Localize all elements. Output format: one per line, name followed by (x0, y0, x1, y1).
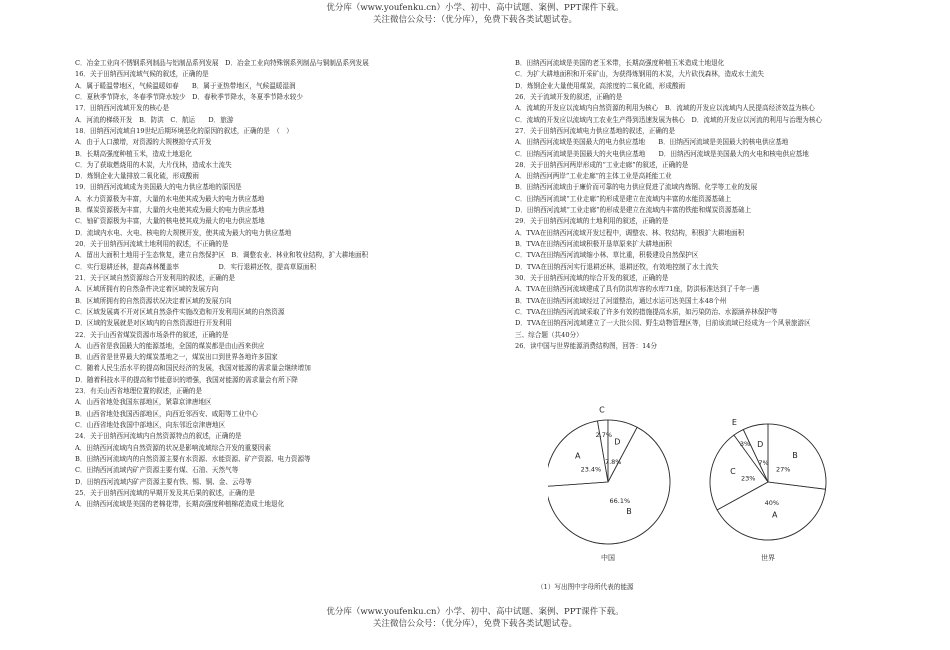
text-line: B．区域所拥有的自然资源状况决定着区域的发展方向 (75, 296, 232, 305)
text-line: C．田纳西河流域是美国最大的火电供应基地 D．田纳西河流域是美国最大的火电和核电供应基地 (515, 149, 809, 158)
text-line: A．留出大面积土地用于生态恢复，建立自然保护区 B．调整农业、林业和牧业结构，扩大耕地面积 (75, 251, 369, 260)
pie-slice-label: A (574, 451, 581, 461)
pie-slice-label: A (771, 510, 778, 520)
text-line: 21．关于区域自然资源综合开发利用的叙述，正确的是 (75, 273, 236, 282)
energy-pie-charts (548, 390, 848, 590)
text-line: C．田纳西河流域内矿产资源主要有煤、石油、天然气等 (75, 466, 239, 475)
text-line: A．田纳西河流域是美国最大的电力供应基地 B．田纳西河流域是美国最大的核电供应基地 (515, 138, 789, 147)
pie-slice-value: 2.7% (595, 430, 613, 439)
text-line: 27．关于田纳西河流域电力供应基地的叙述，正确的是 (515, 126, 676, 135)
pie-slice-value: 66.1% (609, 497, 631, 506)
text-line: A．山西省地处我国东部地区，紧靠京津唐地区 (75, 398, 212, 407)
footer-line-2: 关注微信公众号：（优分库），免费下载各类试题试卷。 (372, 619, 577, 629)
text-line: 17．田纳西河流域开发的核心是 (75, 104, 170, 113)
text-line: 28．关于田纳西河两岸形成的“工业走廊”的叙述，正确的是 (515, 160, 689, 169)
pie-slice-label: C (730, 467, 736, 477)
pie-charts-svg (548, 390, 848, 590)
text-line: 30．关于田纳西河流域的综合开发的叙述，正确的是 (515, 273, 669, 282)
question-26-part-1: （1）写出图中字母所代表的能源 (537, 583, 634, 591)
pie-title: 世界 (761, 554, 775, 562)
pie-slice-label: D (614, 437, 621, 447)
text-line: D．田纳西河流域内矿产资源主要有铁、锡、铜、金、云母等 (75, 477, 252, 486)
text-line: 25．关于田纳西河流域的早期开发及其后果的叙述，正确的是 (75, 488, 255, 497)
page-header (0, 2, 950, 26)
text-line: A．流域的开发应以流域内自然资源的利用为核心 B．流域的开发应以流域内人民提高经济效益为核心 (515, 104, 815, 113)
text-line: C．区域发展离不开对区域自然条件实施改造和开发利用区域的自然资源 (75, 307, 285, 316)
text-line: A．田纳西河两岸“工业走廊”的主体工业是高耗能工业 (515, 172, 672, 181)
pie-slice-value: 7.8% (604, 457, 622, 466)
text-line: C．为了获取燃烧用的木炭，大片伐林，造成水土流失 (75, 160, 232, 169)
text-line: D．田纳西河流域“工业走廊”的形成是建立在流域内丰富的铁能和煤炭资源基础上 (515, 206, 752, 215)
text-line: A．田纳西河流域是美国的老棉花带，长期高强度种植棉花造成土地退化 (75, 500, 285, 509)
text-line: B．山西省是世界最大的煤炭基地之一，煤炭出口到世界各地许多国家 (75, 353, 278, 362)
text-line: B．煤炭资源极为丰富，大量的火电使其成为最大的电力供应基地 (75, 206, 265, 215)
text-line: A．河流的梯级开发 B．防洪 C．航运 D．旅游 (75, 115, 234, 124)
pie-slice-value: 40% (764, 498, 780, 507)
text-line: A．山西省是我国最大的能源基地，全国的煤炭都是由山西来供应 (75, 341, 265, 350)
text-line: A．水力资源极为丰富，大量的水电使其成为最大的电力供应基地 (75, 194, 265, 203)
text-line: C．铀矿资源极为丰富，大量的核电使其成为最大的电力供应基地 (75, 217, 265, 226)
footer-line-1: 优分库（www.youfenku.cn）小学、初中、高中试题、案例、PPT课件下载。 (326, 607, 624, 617)
text-line: 26．关于流域开发的叙述，正确的是 (515, 92, 623, 101)
text-line: 19．田纳西河流域成为美国最大的电力供应基地的原因是 (75, 183, 242, 192)
text-line: B．TVA在田纳西河流域经过了河道整治，通过水运可达美国土本48个州 (515, 296, 727, 305)
text-line: C．随着人民生活水平的提高和国民经济的发展，我国对能源的需求量会继续增加 (75, 364, 311, 373)
text-line: C．田纳西河流域“工业走廊”的形成是建立在流域内丰富的水能资源基础上 (515, 194, 732, 203)
pie-slice-label: B (792, 451, 798, 461)
pie-slice-label: C (599, 405, 605, 415)
text-line: 20．关于田纳西河流域土地利用的叙述，不正确的是 (75, 240, 229, 248)
text-line: C．山西省地处我国中部地区，向东邻近京津唐地区 (75, 421, 226, 429)
text-line: B．山西省地处我国西部地区，向西近邻西安、咸阳等工业中心 (75, 409, 258, 418)
pie-title: 中国 (601, 554, 615, 562)
right-column (515, 58, 925, 352)
header-line-2: 关注微信公众号：（优分库），免费下载各类试题试卷。 (372, 15, 577, 25)
page-footer (0, 606, 950, 630)
text-line: C．TVA在田纳西河流域缩小林、草比重，积极建设自然保护区 (515, 251, 699, 260)
text-line: B．田纳西河流域由于廉价而可靠的电力供应促进了流域内炼钢、化学等工业的发展 (515, 183, 758, 192)
text-line: D．流域内水电、火电、核电的大规模开发，使其成为最大的电力供应基地 (75, 228, 292, 237)
text-line: 三、综合题（共40分） (515, 330, 583, 339)
text-line: D．炼钢企业大量排放二氧化硫，形成酸雨 (75, 172, 199, 181)
pie-slice-value: 7% (758, 459, 769, 468)
text-line: 26．读中国与世界能源消费结构图，回答：14分 (515, 341, 658, 350)
header-line-1: 优分库（www.youfenku.cn）小学、初中、高中试题、案例、PPT课件下载。 (326, 3, 624, 13)
text-line: 29．关于田纳西河流域的土地利用的叙述，正确的是 (515, 217, 669, 226)
pie-slice-value: 23% (740, 474, 756, 483)
text-line: A．属于暖温带地区，气候温暖如春 B．属于亚热带地区，气候温暖湿润 (75, 81, 296, 90)
text-line: A．TVA在田纳西河流域开发过程中，调整农、林、牧结构，积极扩大耕地面积 (515, 228, 745, 237)
text-line: 16．关于田纳西河流域气候的叙述，正确的是 (75, 70, 209, 79)
pie-slice-label: B (626, 507, 632, 517)
left-column (75, 58, 485, 511)
text-line: C．冶金工业向不锈钢系列制品与铝制品系列发展 D．冶金工业向特殊钢系列制品与铜制品系列发展 (75, 59, 369, 67)
text-line: 24．关于田纳西河流域内自然资源特点的叙述，正确的是 (75, 432, 242, 441)
pie-slice-value: 3% (739, 440, 751, 449)
text-line: A．区域所拥有的自然条件决定着区域的发展方向 (75, 285, 219, 294)
pie-slice-B (548, 427, 670, 544)
pie-slice-value: 23.4% (580, 465, 602, 474)
text-line: C．为扩大耕地面积和开采矿山，为获得炼钢用的木炭，大片砍伐森林，造成水土流失 (515, 70, 765, 79)
text-line: C．TVA在田纳西河流域采取了许多有效的措施提高水质，如污染防治、水源涵养林保护等 (515, 307, 778, 316)
pie-slice-label: D (757, 439, 764, 449)
pie-slice-value: 27% (776, 465, 791, 474)
text-line: 23．有关山西省地理位置的叙述，正确的是 (75, 387, 203, 396)
text-line: B．田纳西河流域是美国的老玉米带，长期高强度种植玉米造成土地退化 (515, 59, 725, 67)
text-line: D．TVA在田纳西河流域建立了一大批公园、野生动物管理区等，目前该流域已经成为一个风景旅游区 (515, 319, 811, 328)
text-line: 18．田纳西河流域自19世纪后期环境恶化的原因的叙述，正确的是 （ ） (75, 126, 293, 135)
text-line: A．TVA在田纳西河流域建成了具有防洪库容的水库71座，防洪标准达到了千年一遇 (515, 285, 760, 294)
text-line: C．夏秋季节降水，冬春季节降水较少 D．春秋季节降水，冬夏季节降水较少 (75, 92, 303, 101)
text-line: B．田纳西河流域内的自然资源主要有水资源、水能资源、矿产资源、电力资源等 (75, 454, 311, 463)
text-line: 22．关于山西省煤炭资源市场条件的叙述，正确的是 (75, 330, 229, 339)
pie-slice-label: E (731, 418, 737, 428)
text-line: C．流域的开发应以流域内工农业生产得到迅速发展为核心 D．流域的开发应以河流的利用与治理为核心 (515, 115, 823, 124)
text-line: D．区域的发展就是对区域内的自然资源进行开发利用 (75, 319, 232, 328)
text-line: B．长期高强度种植玉米，造成土地退化 (75, 149, 192, 158)
text-line: D．TVA在田纳西河实行退耕还林，退耕还牧，有效地控制了水土流失 (515, 262, 719, 271)
text-line: C．实行退耕还林，提高森林覆盖率 D．实行退耕还牧，提高草原面积 (75, 262, 317, 271)
text-line: D．炼钢企业大量使用煤炭，高浓度的二氧化硫，形成酸雨 (515, 81, 686, 90)
text-line: A．田纳西河流域内自然资源的状况是影响流域综合开发的重要因素 (75, 443, 271, 452)
text-line: A．由于人口激增，对资源的大规模掠夺式开发 (75, 138, 212, 147)
pie-slice-D (608, 420, 637, 482)
text-line: D．随着科技水平的提高和节能意识的增强，我国对能源的需求量会有所下降 (75, 375, 298, 384)
text-line: B．TVA在田纳西河流域积极开垦草原来扩大耕地面积 (515, 240, 672, 248)
